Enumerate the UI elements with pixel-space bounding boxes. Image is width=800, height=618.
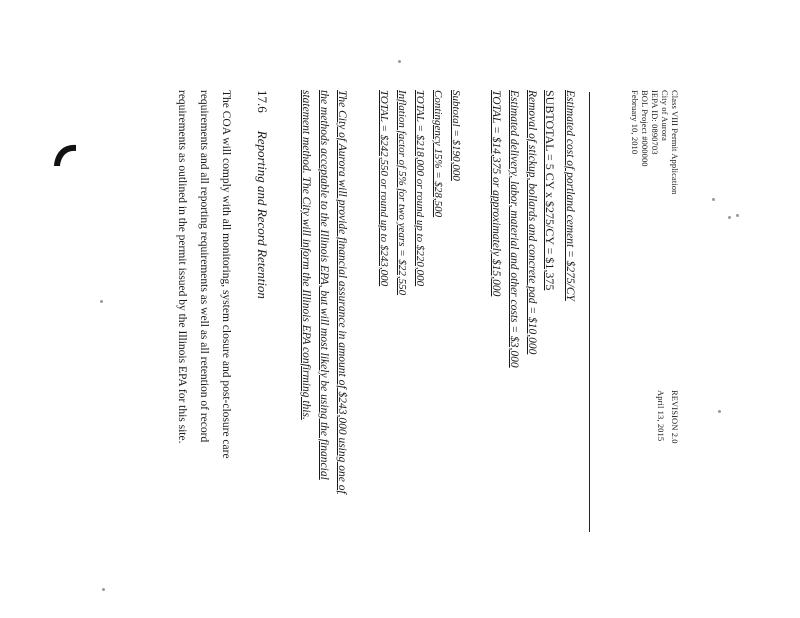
speck	[728, 216, 731, 219]
speck	[712, 198, 715, 201]
section-title: Reporting and Record Retention	[255, 130, 270, 299]
financial-line-2: Contingency 15% = $28,500	[432, 90, 444, 218]
calc-line-3: Removal of stickup, bollards and concrete pad = $10,000	[526, 90, 538, 355]
financial-line-1: Subtotal = $190,000	[450, 90, 462, 181]
calc-line-2: SUBTOTAL = 5 CY x $275/CY = $1,375	[543, 90, 557, 291]
revision-date: April 13, 2015	[656, 390, 666, 442]
section-number: 17.6	[255, 90, 270, 113]
header-line-1: Class VIII Permit Application	[670, 90, 680, 195]
financial-line-5: TOTAL = $242,550 or round up to $243,000	[378, 90, 390, 287]
assurance-line-2: the methods acceptable to the Illinois EPA, but will most likely be using the financial	[318, 90, 330, 480]
section-heading	[254, 90, 270, 299]
body-line-1: The COA will comply with all monitoring, system closure and post-closure care	[220, 90, 232, 459]
rotated-document	[160, 72, 680, 592]
calc-line-1: Estimated cost of portland cement = $275/CY	[564, 90, 576, 301]
calc-line-4: Estimated delivery, labor, material and other costs = $3,000	[508, 90, 520, 368]
speck	[398, 60, 401, 63]
speck	[718, 410, 721, 413]
assurance-line-3: statement method. The City will inform the Illinois EPA confirming this.	[300, 90, 312, 420]
header-line-5: February 10, 2010	[630, 90, 640, 155]
scan-artifact-icon	[52, 142, 78, 168]
speck	[102, 588, 105, 591]
financial-line-3: TOTAL = $218,000 or round up to $220,000	[414, 90, 426, 287]
body-line-2: requirements and all reporting requirements as well as all retention of record	[198, 90, 210, 443]
header-line-4: BOL Project #000000	[640, 90, 650, 167]
header-line-2: City of Aurora	[660, 90, 670, 141]
speck	[100, 300, 103, 303]
header-line-3: IEPA ID: 0890703	[650, 90, 660, 155]
revision-label: REVISION 2.0	[670, 390, 680, 444]
assurance-line-1: The City of Aurora will provide financial assurance in amount of $243,000 using one of	[336, 90, 348, 494]
financial-line-4: Inflation factor of 5% for two years = $22,550	[396, 90, 408, 296]
calc-line-5: TOTAL = $14,375 or approximately $15,000	[490, 90, 502, 297]
speck	[736, 214, 739, 217]
header-rule	[589, 92, 590, 532]
body-line-3: requirements as outlined in the permit issued by the Illinois EPA for this site.	[176, 90, 188, 444]
